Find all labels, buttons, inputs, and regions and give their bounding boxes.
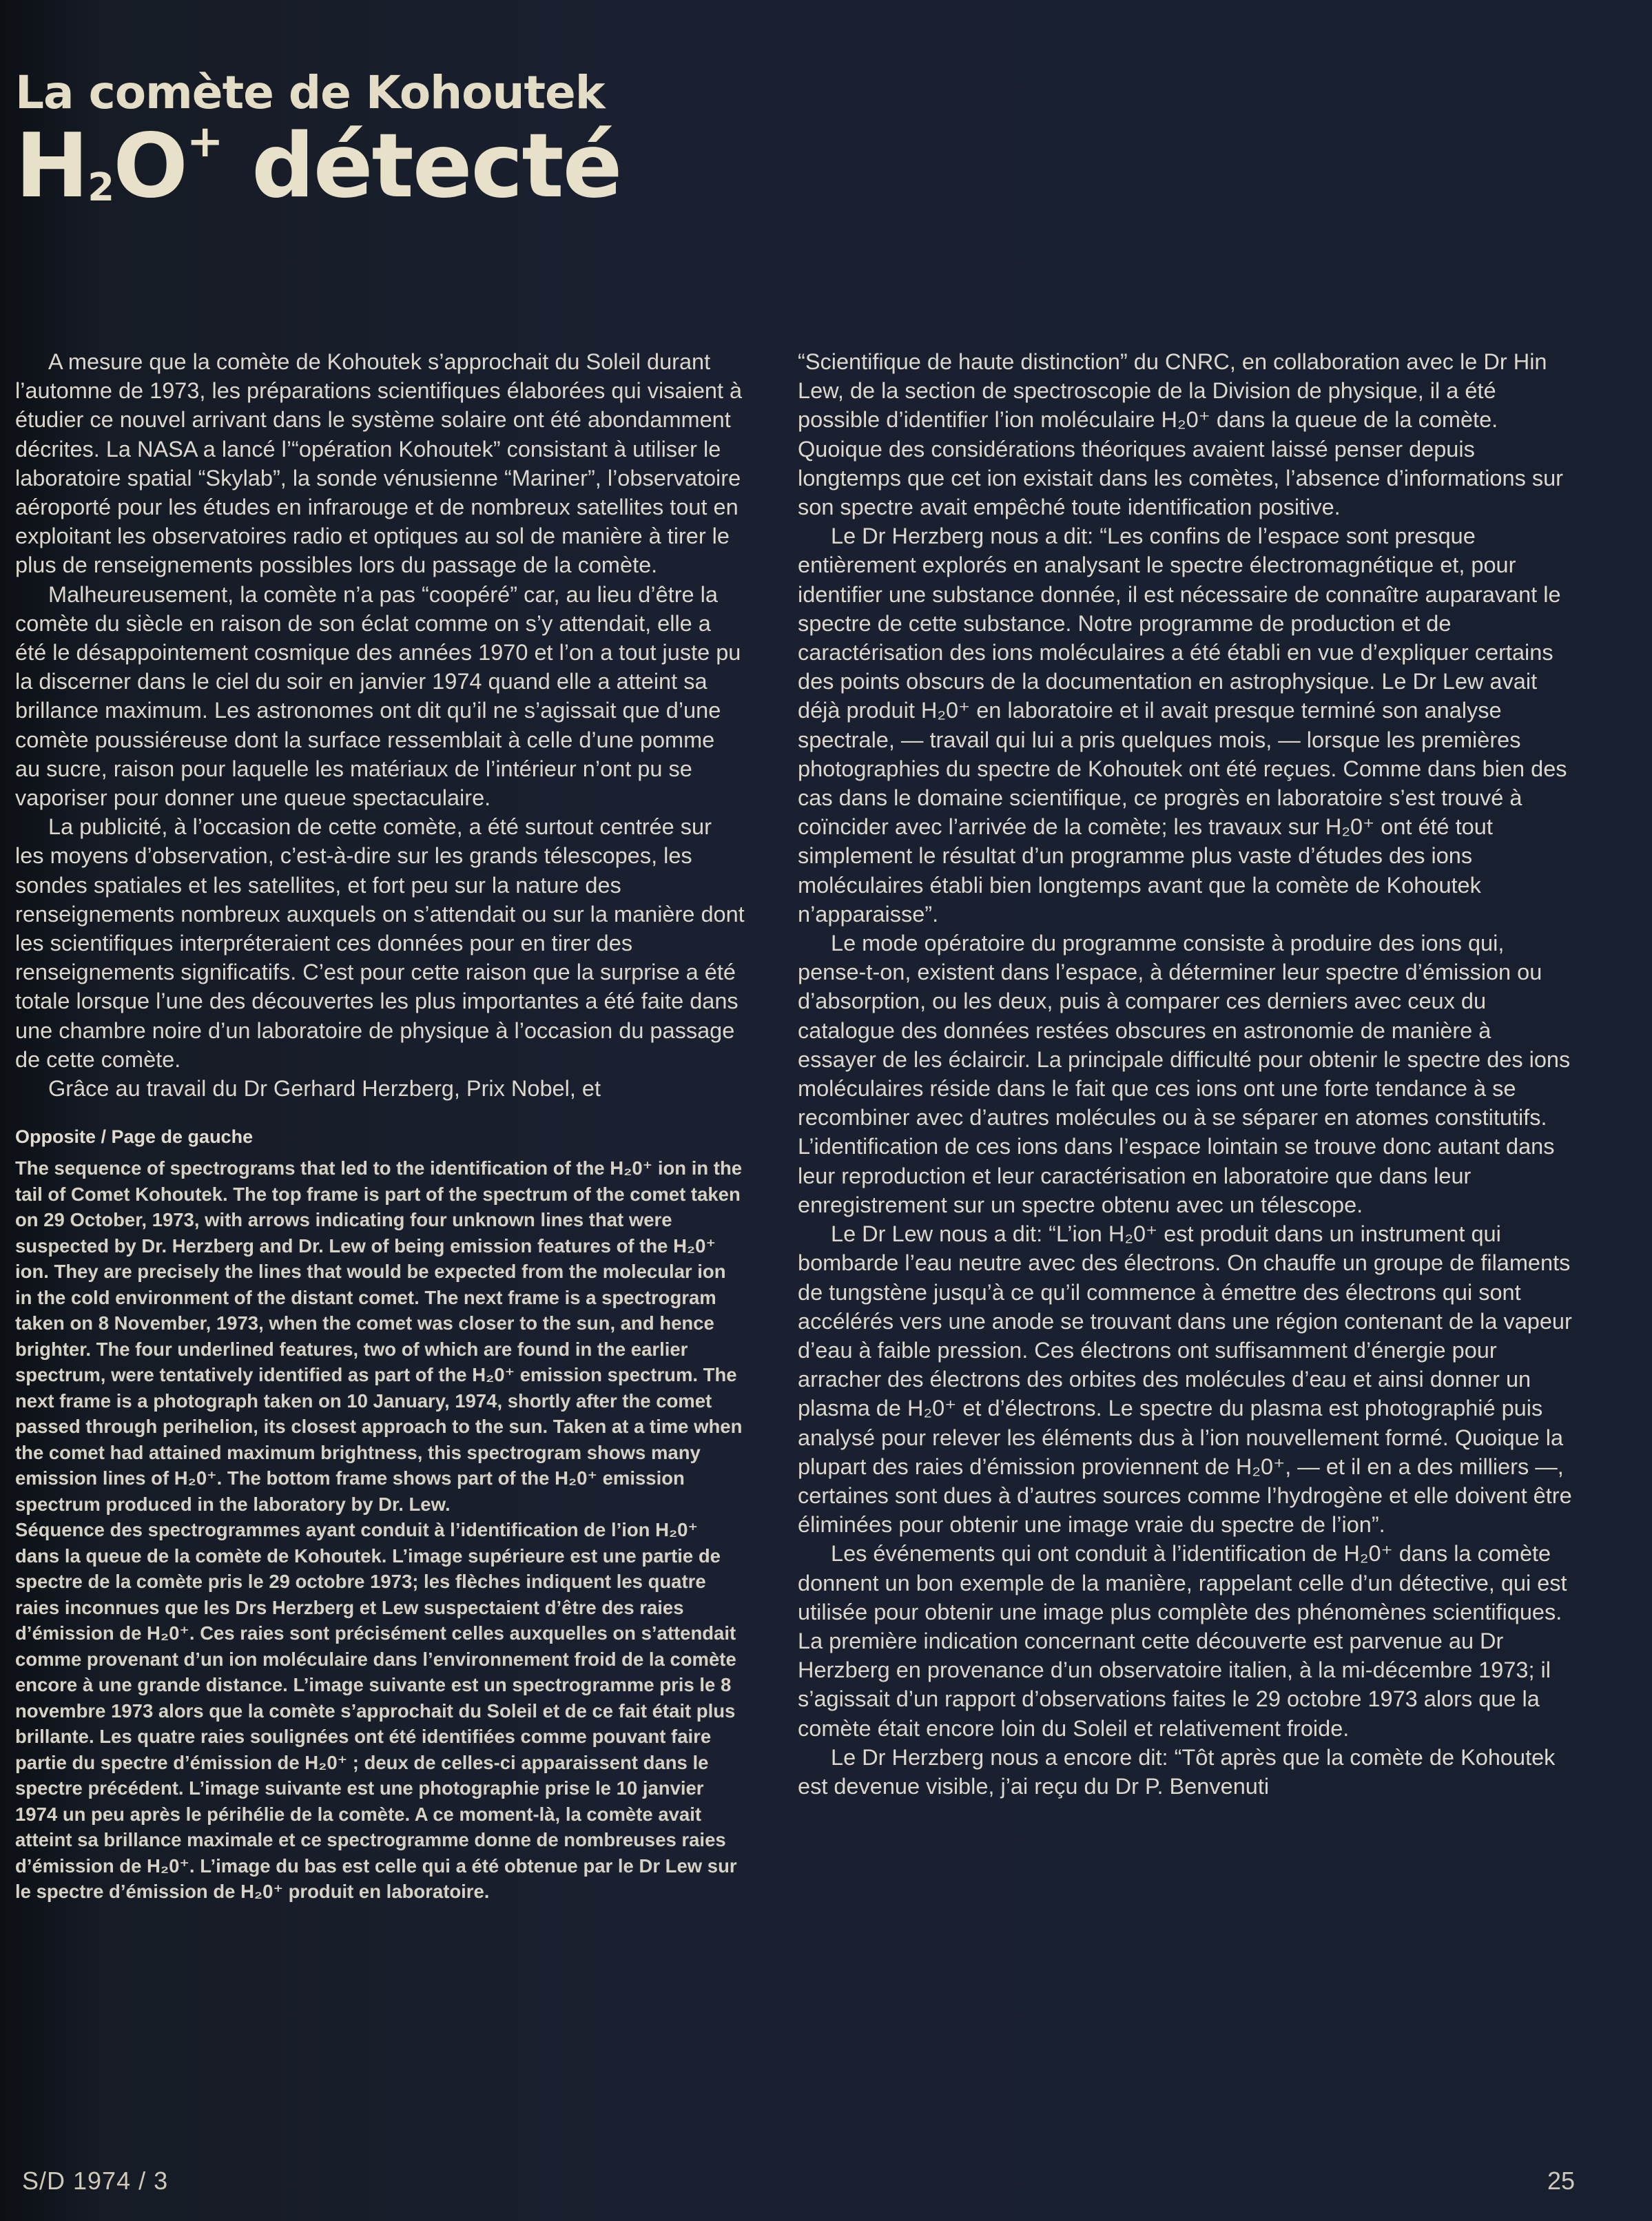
body-paragraph: Les événements qui ont conduit à l’identification de H₂0⁺ dans la comète donnent un bon exemple de la manière, rappelant celle d’un détective, qui est utilisée pour obtenir une image plus complète des phénomènes scientifiques. La première indication concernant cette découverte est parvenue au Dr Herzberg en provenance d’un observatoire italien, à la mi-décembre 1973; il s’agissait d’un rapport d’observations faites le 29 octobre 1973 alors que la comète était encore loin du Soleil et relativement froide. xyxy=(798,1541,1567,1741)
body-paragraph: Le mode opératoire du programme consiste à produire des ions qui, pense-t-on, existent dans l’espace, à déterminer leur spectre d’émission ou d’absorption, ou les deux, puis à comparer ces derniers avec ceux du catalogue des données restées obscures en astronomie de manière à essayer de les éclaircir. La principale difficulté pour obtenir le spectre des ions moléculaires réside dans le fait que ces ions ont une forte tendance à se recombiner avec d’autres molécules ou à se séparer en atomes constitutifs. L’identification de ces ions dans l’espace lointain se trouve donc autant dans leur reproduction et leur caractérisation en laboratoire que dans leur enregistrement sur un spectre obtenu avec un télescope. xyxy=(798,931,1571,1217)
body-paragraph: Grâce au travail du Dr Gerhard Herzberg, Prix Nobel, et xyxy=(48,1076,601,1102)
kicker-title: La comète de Kohoutek xyxy=(15,66,605,119)
headline-h: H xyxy=(15,115,88,218)
caption-heading: Opposite / Page de gauche xyxy=(15,1126,254,1148)
body-paragraph: Le Dr Lew nous a dit: “L’ion H₂0⁺ est produit dans un instrument qui bombarde l’eau neutre avec des électrons. On chauffe un groupe de filaments de tungstène jusqu’à ce qu’il commence à émettre des électrons qui sont accélérés vers une anode se trouvant dans une région contenant de la vapeur d’eau à faible pression. Ces électrons ont suffisamment d’énergie pour arracher des électrons des orbites des molécules d’eau et ainsi donner un plasma de H₂0⁺ et d’électrons. Le spectre du plasma est photographié puis analysé pour relever les éléments dus à l’ion nouvellement formé. Quoique la plupart des raies d’émission proviennent de H₂0⁺, — et il en a des milliers —, certaines sont dues à d’autres sources comme l’hydrogène et elle doivent être éliminées pour obtenir une image vraie du spectre de l’ion”. xyxy=(798,1221,1572,1538)
caption-french: Séquence des spectrogrammes ayant conduit à l’identification de l’ion H₂0⁺ dans la queue de la comète de Kohoutek. L’image supérieure est une partie de spectre de la comète pris le 29 octobre 1973; les flèches indiquent les quatre raies inconnues que les Drs Herzberg et Lew suspectaient d’être des raies d’émission de H₂0⁺. Ces raies sont précisément celles auxquelles on s’attendait comme provenant d’un ion moléculaire dans l’environnement froid de la comète encore à une grande distance. L’image suivante est un spectrogramme pris le 8 novembre 1973 alors que la comète s’approchait du Soleil et de ce fait était plus brillante. Les quatre raies soulignées ont été identifiées comme pouvant faire partie du spectre d’émission de H₂0⁺ ; deux de celles-ci apparaissent dans le spectre précédent. L’image suivante est une photographie prise le 10 janvier 1974 un peu après le périhélie de la comète. A ce moment-là, la comète avait atteint sa brillance maximale et ce spectrogramme donne de nombreuses raies d’émission de H₂0⁺. L’image du bas est celle qui a été obtenue par le Dr Lew sur le spectre d’émission de H₂0⁺ produit en laboratoire. xyxy=(15,1519,737,1903)
headline-superscript: + xyxy=(186,116,223,167)
body-paragraph: Le Dr Herzberg nous a encore dit: “Tôt après que la comète de Kohoutek est devenue visible, j’ai reçu du Dr P. Benvenuti xyxy=(798,1744,1556,1799)
left-column xyxy=(15,347,745,1905)
body-paragraph: Le Dr Herzberg nous a dit: “Les confins de l’espace sont presque entièrement explorés en analysant le spectre électromagnétique et, pour identifier une substance donnée, il est nécessaire de connaître auparavant le spectre de cette substance. Notre programme de production et de caractérisation des ions moléculaires a été établi en vue d’expliquer certains des points obscurs de la documentation en astrophysique. Le Dr Lew avait déjà produit H₂0⁺ en laboratoire et il avait presque terminé son analyse spectrale, — travail qui lui a pris quelques mois, — lorsque les premières photographies du spectre de Kohoutek ont été reçues. Comme dans bien des cas dans le domaine scientifique, ce progrès en laboratoire s’est trouvé à coïncider avec l’arrivée de la comète; les travaux sur H₂0⁺ ont été tout simplement le résultat d’un programme plus vaste d’études des ions moléculaires établi bien longtemps avant que la comète de Kohoutek n’apparaisse”. xyxy=(798,524,1567,927)
right-column xyxy=(798,347,1573,1801)
headline-subscript: 2 xyxy=(87,165,114,210)
body-paragraph: La publicité, à l’occasion de cette comète, a été surtout centrée sur les moyens d’observation, c’est-à-dire sur les grands télescopes, les sondes spatiales et les satellites, et fort peu sur la nature des renseignements nombreux auxquels on s’attendait ou sur la manière dont les scientifiques interpréteraient ces données pour en tirer des renseignements significatifs. C’est pour cette raison que la surprise a été totale lorsque l’une des découvertes les plus importantes a été faite dans une chambre noire d’un laboratoire de physique à l’occasion du passage de cette comète. xyxy=(15,814,745,1072)
issue-label: S/D 1974 / 3 xyxy=(22,2167,169,2195)
caption-english: The sequence of spectrograms that led to the identification of the H₂0⁺ ion in the tail of Comet Kohoutek. The top frame is part of the spectrum of the comet taken on 29 October, 1973, with arrows indicating four unknown lines that were suspected by Dr. Herzberg and Dr. Lew of being emission features of the H₂0⁺ ion. They are precisely the lines that would be expected from the molecular ion in the cold environment of the distant comet. The next frame is a spectrogram taken on 8 November, 1973, when the comet was closer to the sun, and hence brighter. The four underlined features, two of which are found in the earlier spectrum, were tentatively identified as part of the H₂0⁺ emission spectrum. The next frame is a photograph taken on 10 January, 1974, shortly after the comet passed through perihelion, its closest approach to the sun. Taken at a time when the comet had attained maximum brightness, this spectrogram shows many emission lines of H₂0⁺. The bottom frame shows part of the H₂0⁺ emission spectrum produced in the laboratory by Dr. Lew. xyxy=(15,1157,743,1515)
title-block xyxy=(15,66,621,218)
body-paragraph: Malheureusement, la comète n’a pas “coopéré” car, au lieu d’être la comète du siècle en raison de son éclat comme on s’y attendait, elle a été le désappointement cosmique des années 1970 et l’on a tout juste pu la discerner dans le ciel du soir en janvier 1974 quand elle a atteint sa brillance maximum. Les astronomes ont dit qu’il ne s’agissait que d’une comète poussiéreuse dont la surface ressemblait à celle d’une pomme au sucre, raison pour laquelle les matériaux de l’intérieur n’ont pu se vaporiser pour donner une queue spectaculaire. xyxy=(15,581,741,811)
body-paragraph: “Scientifique de haute distinction” du CNRC, en collaboration avec le Dr Hin Lew, de la section de spectroscopie de la Division de physique, il a été possible d’identifier l’ion moléculaire H₂0⁺ dans la queue de la comète. Quoique des considérations théoriques avaient laissé penser depuis longtemps que cet ion existait dans les comètes, l’absence d’informations sur son spectre avait empêché toute identification positive. xyxy=(798,349,1563,520)
body-paragraph: A mesure que la comète de Kohoutek s’approchait du Soleil durant l’automne de 1973, les préparations scientifiques élaborées qui visaient à étudier ce nouvel arrivant dans le système solaire ont été abondamment décrites. La NASA a lancé l’“opération Kohoutek” consistant à utiliser le laboratoire spatial “Skylab”, la sonde vénusienne “Mariner”, l’observatoire aéroporté pour les études en infrarouge et de nombreux satellites tout en exploitant les observatoires radio et optiques au sol de manière à tirer le plus de renseignements possibles lors du passage de la comète. xyxy=(15,349,743,578)
headline-rest: détecté xyxy=(222,115,621,218)
headline xyxy=(15,115,621,218)
headline-o: O xyxy=(113,115,187,218)
page-number: 25 xyxy=(1547,2167,1576,2195)
photo-caption xyxy=(15,1155,745,1905)
